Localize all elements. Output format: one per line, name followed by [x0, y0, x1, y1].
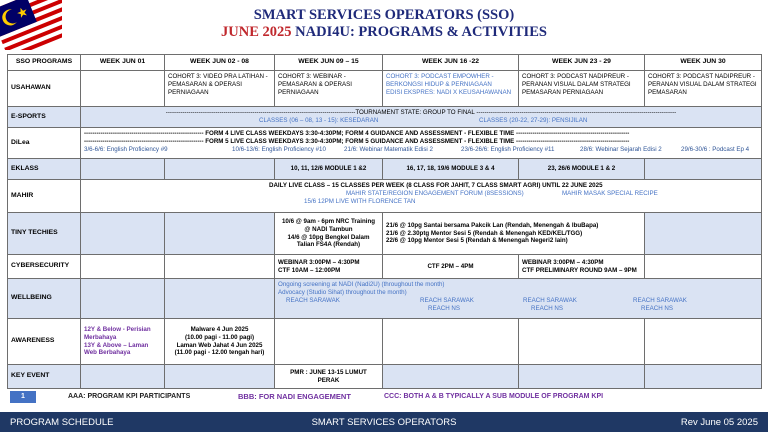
table-cell [275, 213, 383, 255]
cell-text: REACH NS [531, 304, 563, 312]
table-cell [81, 128, 762, 159]
program-label: DiLea [8, 128, 81, 159]
table-cell [81, 107, 762, 128]
cell-text: Advocacy (Studio Sihat) throughout the month) [278, 288, 407, 296]
cell-text: 21/6 @ 10pg Santai bersama Pakcik Lan (Rendah, Menengah & IbuBapa) [386, 221, 599, 229]
table-cell [81, 365, 165, 389]
table-header-row [8, 55, 762, 71]
cell-text: 10/6-13/6: English Proficiency #10 [232, 145, 326, 153]
subtitle-program: NADI4U: PROGRAMS & ACTIVITIES [295, 24, 547, 40]
cell-text: 12Y & Below - Perisian Merbahaya [84, 326, 151, 341]
program-label: CYBERSECURITY [8, 255, 81, 279]
cell-text: WEBINAR 3:00PM – 4:30PM [278, 258, 360, 266]
cell-text: 21/6 @ 2.30ptg Mentor Sesi 5 (Rendah & Menengah KED/KEL/TGG) [386, 229, 583, 237]
cell-text: 22/6 @ 10pg Mentor Sesi 5 (Rendah & Menengah Negeri2 lain) [386, 237, 568, 245]
table-cell [645, 213, 762, 255]
cell-text: WEBINAR 3:00PM – 4:30PM [522, 258, 604, 266]
table-cell: COHORT 3: VIDEO PRA LATIHAN - PEMASARAN & OPERASI PERNIAGAAN [165, 71, 275, 107]
table-row-cybersecurity [8, 255, 762, 279]
cell-text: 10/6 @ 9am - 6pm NRC Training [281, 218, 376, 225]
program-label: EKLASS [8, 159, 81, 180]
cell-text: REACH SARAWAK [286, 296, 340, 304]
page-number-badge: 1 [10, 391, 36, 403]
cell-text: Ongoing screening at NADI (Nadi2U) (throughout the month) [278, 281, 445, 288]
table-cell [165, 159, 275, 180]
cell-text: CLASSES (06 – 08, 13 - 15): KESEDARAN [259, 116, 379, 124]
table-cell: COHORT 3: PODCAST NADIPREUR - PERANAN VISUAL DALAM STRATEGI PEMASARAN PERNIAGAAN [519, 71, 645, 107]
table-cell [275, 319, 383, 365]
cell-text: PERAK [317, 376, 340, 384]
column-header: WEEK JUN 16 -22 [383, 55, 519, 71]
schedule-table [7, 54, 762, 389]
cell-text: ---------------------------------------------------------- FORM 5 LIVE CLASS WEEKDAYS 3:30-4:30PM; FORM 5 GUIDANCE AND ASSESSMENT - FLEXIBLE TIME ------------------------------------------------------- [84, 137, 630, 145]
cell-text: MAHIR MASAK SPECIAL RECIPE [562, 189, 658, 197]
table-cell [519, 255, 645, 279]
table-cell [81, 71, 165, 107]
table-cell: 23, 26/6 MODULE 1 & 2 [519, 159, 645, 180]
cell-text: 13Y & Above – Laman Web Berbahaya [84, 341, 149, 357]
table-row-wellbeing [8, 279, 762, 319]
cell-text: REACH NS [428, 304, 460, 312]
page-subtitle [0, 24, 768, 41]
cell-text: MAHIR STATE/REGION ENGAGEMENT FORUM (8SESSIONS) [346, 189, 524, 197]
footer-left: PROGRAM SCHEDULE [10, 417, 114, 428]
program-label: KEY EVENT [8, 365, 81, 389]
program-label: MAHIR [8, 180, 81, 213]
column-header: WEEK JUN 23 - 29 [519, 55, 645, 71]
table-row-esports [8, 107, 762, 128]
table-cell [383, 213, 645, 255]
table-cell [165, 255, 275, 279]
table-row-usahawan [8, 71, 762, 107]
cell-text: 3/6-6/6: English Proficiency #9 [84, 145, 168, 153]
cell-text: REACH SARAWAK [420, 296, 474, 304]
table-cell [645, 365, 762, 389]
table-cell [81, 159, 165, 180]
cell-text: --------------------------------------------------------------------------------------------TOURNAMENT STATE: GROUP TO FINAL ------------------------------------------------------------------------------------------------- [165, 109, 677, 116]
footer-center: SMART SERVICES OPERATORS [311, 417, 457, 428]
table-cell: CTF 2PM – 4PM [383, 255, 519, 279]
cell-text: CTF PRELIMINARY ROUND 9AM – 9PM [522, 266, 637, 274]
table-cell [519, 365, 645, 389]
table-row-mahir [8, 180, 762, 213]
cell-text: PMR : JUNE 13-15 LUMUT [290, 368, 367, 376]
program-label: WELLBEING [8, 279, 81, 319]
table-cell [81, 213, 165, 255]
table-cell [81, 319, 165, 365]
table-cell [645, 319, 762, 365]
program-label: AWARENESS [8, 319, 81, 365]
table-cell [275, 255, 383, 279]
table-cell [645, 159, 762, 180]
table-cell: 16, 17, 18, 19/6 MODULE 3 & 4 [383, 159, 519, 180]
cell-text: (11.00 pagi - 12.00 tengah hari) [174, 349, 265, 357]
table-cell [165, 365, 275, 389]
table-cell: COHORT 3: PODCAST NADIPREUR - PERANAN VISUAL DALAM STRATEGI PEMASARAN [645, 71, 762, 107]
footer-bar [0, 412, 768, 432]
cell-text: EDISI EKSPRES: NADI X KEUSAHAWANAN [386, 88, 512, 96]
table-cell [165, 213, 275, 255]
column-header: WEEK JUN 30 [645, 55, 762, 71]
cell-text: (10.00 pagi - 11.00 pagi) [184, 333, 255, 341]
table-row-eklass [8, 159, 762, 180]
table-row-awareness [8, 319, 762, 365]
table-cell [645, 255, 762, 279]
legend-aaa: AAA: PROGRAM KPI PARTICIPANTS [68, 393, 191, 400]
table-cell [165, 279, 275, 319]
cell-text: ---------------------------------------------------------- FORM 4 LIVE CLASS WEEKDAYS 3:30-4:30PM; FORM 4 GUIDANCE AND ASSESSMENT - FLEXIBLE TIME ------------------------------------------------------- [84, 130, 630, 137]
cell-text: Talian FS4A (Rendah) [296, 241, 361, 249]
cell-text: REACH SARAWAK [633, 296, 687, 304]
table-cell: COHORT 3: WEBINAR - PEMASARAN & OPERASI PERNIAGAAN [275, 71, 383, 107]
legend-bbb: BBB: FOR NADI ENGAGEMENT [238, 392, 351, 401]
table-cell [383, 319, 519, 365]
program-label: E-SPORTS [8, 107, 81, 128]
cell-text: 28/6: Webinar Sejarah Edisi 2 [580, 145, 662, 153]
subtitle-month: JUNE 2025 [221, 24, 292, 40]
column-header: WEEK JUN 01 [81, 55, 165, 71]
cell-text: 14/6 @ 10pg Bengkel Dalam [287, 233, 370, 241]
legend-ccc: CCC: BOTH A & B TYPICALLY A SUB MODULE OF PROGRAM KPI [384, 393, 604, 400]
table-cell [81, 279, 165, 319]
cell-text: 29/6-30/6 : Podcast Ep 4 [681, 145, 750, 153]
cell-text: REACH SARAWAK [523, 296, 577, 304]
footer-right: Rev June 05 2025 [680, 417, 758, 428]
table-cell [81, 180, 762, 213]
cell-text: CTF 10AM – 12:00PM [278, 266, 341, 274]
page-title: SMART SERVICES OPERATORS (SSO) [253, 7, 515, 23]
table-cell [275, 279, 762, 319]
cell-text: DAILY LIVE CLASS – 15 CLASSES PER WEEK (8 CLASS FOR JAHIT, 7 CLASS SMART AGRI) UNTIL 22 JUNE 2025 [269, 182, 603, 189]
table-cell [165, 319, 275, 365]
cell-text: @ NADI Tambun [304, 225, 353, 233]
program-label: TINY TECHIES [8, 213, 81, 255]
table-row-keyevent [8, 365, 762, 389]
cell-text: 21/6: Webinar Matematik Edisi 2 [344, 145, 433, 153]
table-cell [519, 319, 645, 365]
program-label: USAHAWAN [8, 71, 81, 107]
cell-text: COHORT 3: PODCAST EMPOWHER - BERKONGSI HIDUP & PERNIAGAAN [386, 73, 494, 88]
table-row-dilea [8, 128, 762, 159]
column-header: SSO PROGRAMS [8, 55, 81, 71]
table-cell [383, 365, 519, 389]
column-header: WEEK JUN 02 - 08 [165, 55, 275, 71]
table-cell: 10, 11, 12/6 MODULE 1 &2 [275, 159, 383, 180]
cell-text: CLASSES (20-22, 27-29): PENSIJILAN [479, 116, 588, 124]
table-cell [81, 255, 165, 279]
cell-text: Laman Web Jahat 4 Jun 2025 [176, 341, 263, 349]
column-header: WEEK JUN 09 – 15 [275, 55, 383, 71]
cell-text: Malware 4 Jun 2025 [190, 326, 249, 333]
cell-text: 23/6-26/6: English Proficiency #11 [461, 145, 555, 153]
table-row-tinytechies [8, 213, 762, 255]
table-cell [275, 365, 383, 389]
cell-text: 15/6 12PM LIVE WITH FLORENCE TAN [304, 197, 416, 205]
table-cell [383, 71, 519, 107]
cell-text: REACH NS [641, 304, 673, 312]
